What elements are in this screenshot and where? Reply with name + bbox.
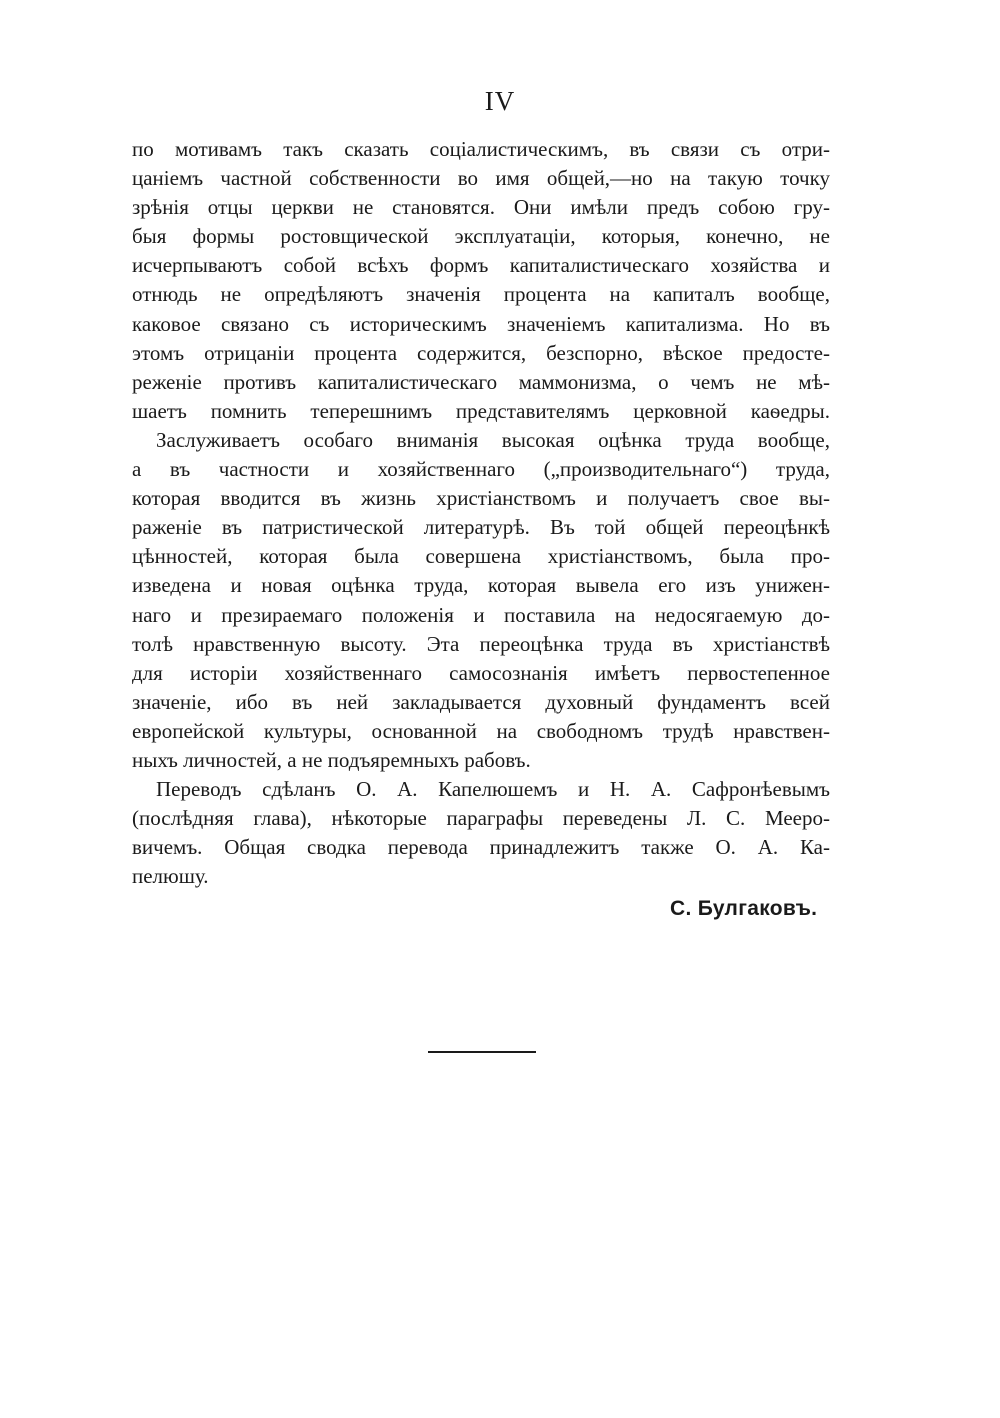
text-line: значеніе, ибо въ ней закладывается духовный фундаментъ всей bbox=[132, 689, 830, 714]
page-number: IV bbox=[484, 86, 516, 116]
text-line: цѣнностей, которая была совершена христіанствомъ, была про- bbox=[132, 544, 830, 569]
text-line: наго и презираемаго положенія и поставила на недосягаемую до- bbox=[132, 602, 830, 627]
text-line: ныхъ личностей, а не подъяремныхъ рабовъ. bbox=[132, 747, 531, 772]
body-text bbox=[132, 135, 830, 891]
paragraph-usury-continuation bbox=[132, 135, 830, 426]
text-line: пелюшу. bbox=[132, 864, 209, 889]
section-divider bbox=[428, 1051, 536, 1053]
text-line: цаніемъ частной собственности во имя общей,—но на такую точку bbox=[132, 166, 830, 191]
paragraph-labor-valuation bbox=[132, 426, 830, 775]
text-line: быя формы ростовщической эксплуатаціи, которыя, конечно, не bbox=[132, 224, 830, 249]
text-line: для исторіи хозяйственнаго самосознанія имѣетъ первостепенное bbox=[132, 660, 830, 685]
author-signature: С. Булгаковъ. bbox=[670, 897, 818, 920]
text-line: реженіе противъ капиталистическаго маммонизма, о чемъ не мѣ- bbox=[132, 369, 830, 394]
text-line: (послѣдняя глава), нѣкоторые параграфы переведены Л. С. Мееро- bbox=[132, 806, 830, 831]
text-line: этомъ отрицаніи процента содержится, безспорно, вѣское предосте- bbox=[132, 340, 830, 365]
text-line: отнюдь не опредѣляютъ значенія процента на капиталъ вообще, bbox=[132, 282, 830, 307]
text-line: которая вводится въ жизнь христіанствомъ и получаетъ свое вы- bbox=[132, 486, 830, 511]
text-line: Переводъ сдѣланъ О. А. Капелюшемъ и Н. А. Сафронѣевымъ bbox=[156, 777, 830, 802]
text-line: европейской культуры, основанной на свободномъ трудѣ нравствен- bbox=[132, 718, 830, 743]
text-line: раженіе въ патристической литературѣ. Въ той общей переоцѣнкѣ bbox=[132, 515, 830, 540]
text-line: шаетъ помнить теперешнимъ представителямъ церковной каѳедры. bbox=[132, 398, 830, 423]
text-line: Заслуживаетъ особаго вниманія высокая оцѣнка труда вообще, bbox=[156, 427, 830, 452]
text-line: зрѣнія отцы церкви не становятся. Они имѣли предъ собою гру- bbox=[132, 195, 830, 220]
text-line: вичемъ. Общая сводка перевода принадлежитъ также О. А. Ка- bbox=[132, 835, 830, 860]
text-line: а въ частности и хозяйственнаго („производительнаго“) труда, bbox=[132, 457, 830, 482]
text-line: изведена и новая оцѣнка труда, которая вывела его изъ унижен- bbox=[132, 573, 830, 598]
text-line: толѣ нравственную высоту. Эта переоцѣнка труда въ христіанствѣ bbox=[132, 631, 830, 656]
text-line: по мотивамъ такъ сказать соціалистическимъ, въ связи съ отри- bbox=[132, 137, 830, 161]
text-line: исчерпываютъ собой всѣхъ формъ капиталистическаго хозяйства и bbox=[132, 253, 830, 278]
text-line: каковое связано съ историческимъ значеніемъ капитализма. Но въ bbox=[132, 311, 830, 336]
paragraph-translation-credits bbox=[132, 775, 830, 891]
